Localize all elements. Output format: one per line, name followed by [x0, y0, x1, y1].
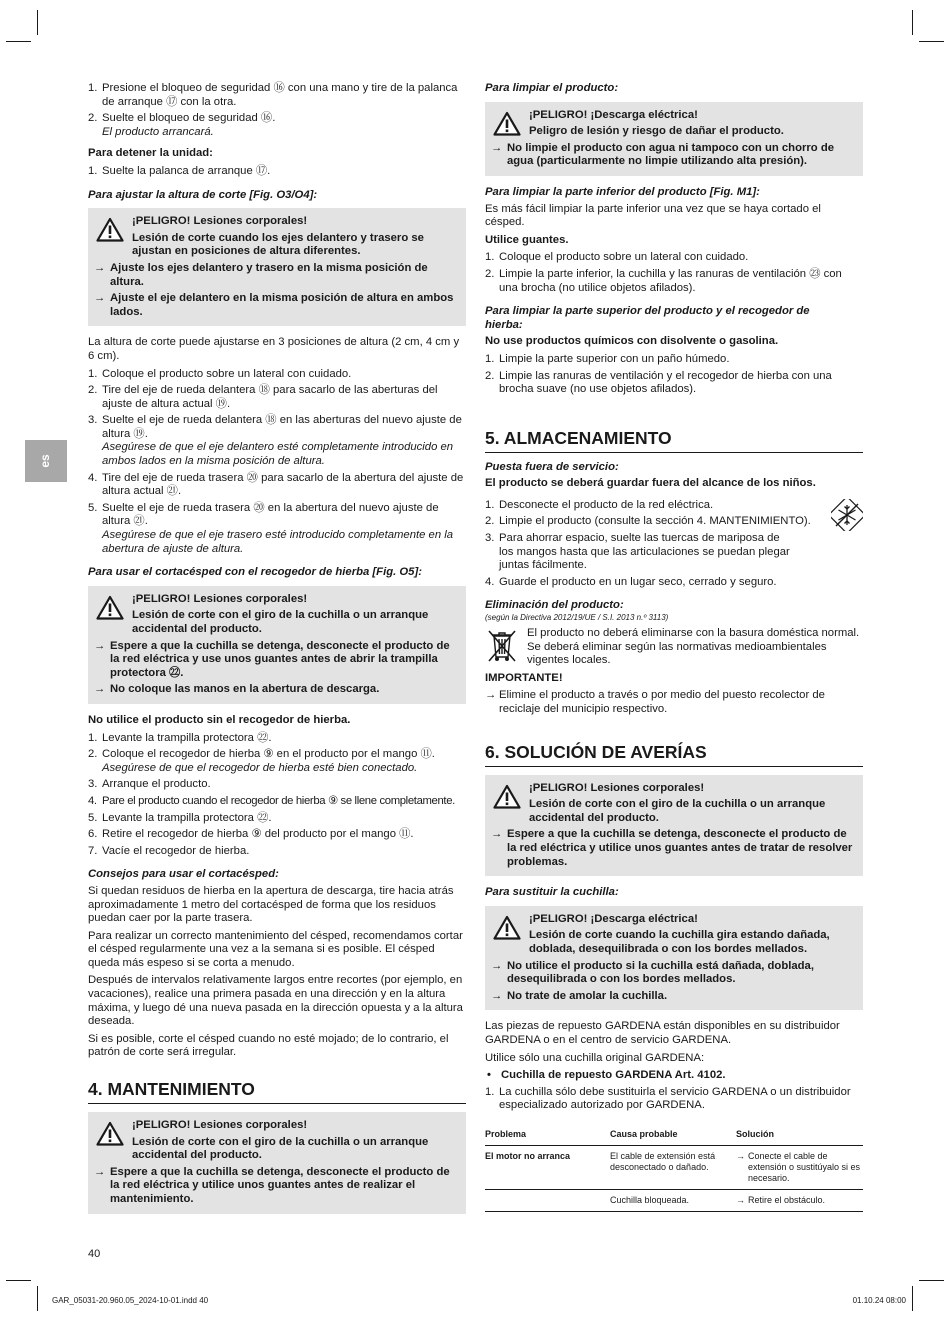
arrow-text: No utilice el producto si la cuchilla está dañada, doblada, desequilibrada o con los bordes mellados.: [507, 959, 814, 986]
arrow-icon: →: [736, 1194, 745, 1205]
list-item: [485, 532, 823, 573]
arrow-icon: →: [485, 689, 497, 702]
top-title: Para limpiar la parte superior del producto y el recogedor de hierba:: [485, 305, 810, 331]
step-number: 2.: [485, 267, 495, 280]
step-number: 2.: [485, 369, 495, 382]
footer-file-info: GAR_05031-20.960.05_2024-10-01.indd 40: [52, 1296, 209, 1305]
arrow-text: No trate de amolar la cuchilla.: [507, 989, 668, 1002]
bag-steps: [88, 732, 466, 859]
arrow-text: Ajuste el eje delantero en la misma posición de altura en ambos lados.: [110, 292, 454, 318]
tip-paragraph: Si quedan residuos de hierba en la apertura de descarga, tire hacia atrás aproximadamente 1 metro del cortacésped de forma que los residuos puedan caer por la parte trasera.: [88, 884, 454, 925]
crop-mark: [6, 1280, 31, 1281]
warning-arrow: [94, 1166, 458, 1207]
arrow-icon: →: [94, 261, 106, 274]
list-item: [88, 472, 466, 499]
warning-line: Lesión de corte con el giro de la cuchilla o un arranque accidental del producto.: [132, 609, 429, 635]
clean-title: Para limpiar el producto:: [485, 82, 619, 94]
warning-line: ¡PELIGRO! ¡Descarga eléctrica!: [529, 912, 698, 925]
list-item: [485, 370, 863, 397]
step-number: 5.: [88, 501, 98, 514]
list-item: [88, 112, 466, 139]
step-text: Guarde el producto en un lugar seco, cerrado y seguro.: [499, 575, 777, 588]
warning-head: [94, 593, 458, 637]
cell-text: Conecte el cable de extensión o sustitúyalo si es necesario.: [748, 1150, 861, 1183]
arrow-icon: →: [491, 989, 503, 1002]
step-text: Tire del eje de rueda delantera ⑱ para sacarlo de las aberturas del ajuste de altura actual ⑲.: [102, 384, 438, 410]
warning-line: ¡PELIGRO! ¡Descarga eléctrica!: [529, 108, 698, 121]
step-number: 2.: [88, 112, 98, 125]
list-item: [88, 732, 466, 746]
warning-line: Lesión de corte con el giro de la cuchilla o un arranque accidental del producto.: [529, 798, 826, 824]
crop-mark: [912, 10, 913, 35]
blade-steps: [485, 1086, 863, 1113]
table-cell: El cable de extensión está desconectado o dañado.: [610, 1145, 736, 1189]
height-title: Para ajustar la altura de corte [Fig. O3/O4]:: [88, 188, 318, 201]
arrow-text: Elimine el producto a través o por medio del puesto recolector de reciclaje del municipio respectivo.: [499, 689, 825, 715]
step-number: 3.: [485, 532, 495, 545]
step-text: Coloque el producto sobre un lateral con cuidado.: [499, 251, 749, 264]
step-note: El producto arrancará.: [102, 125, 214, 138]
language-tab: [25, 440, 67, 482]
warning-triangle-icon: [493, 915, 521, 940]
step-text: Suelte el eje de rueda delantera ⑱ en las aberturas del nuevo ajuste de altura ⑲.: [102, 414, 462, 440]
bullet-text: Cuchilla de repuesto GARDENA Art. 4102.: [501, 1069, 726, 1082]
warning-line: ¡PELIGRO! Lesiones corporales!: [132, 1119, 308, 1132]
step-number: 1.: [485, 352, 495, 365]
tip-paragraph: Después de intervalos relativamente largos entre recortes (por ejemplo, en vacaciones), realice una primera pasada en una dirección y en la altura máxima, y luego dé una nueva pasada en la dirección opuesta y a la altura deseada.: [88, 974, 463, 1028]
disposal-block: [485, 627, 863, 668]
arrow-icon: →: [94, 639, 106, 652]
crop-mark: [919, 1280, 944, 1281]
warning-arrow: [491, 990, 855, 1004]
warning-box: [88, 586, 466, 704]
arrow-text: Espere a que la cuchilla se detenga, desconecte el producto de la red eléctrica y use unos guantes antes de abrir la trampilla protectora ㉒.: [110, 639, 450, 679]
top-steps: [485, 353, 863, 397]
right-column: [485, 82, 863, 1212]
bag-bold: No utilice el producto sin el recogedor de hierba.: [88, 713, 351, 726]
step-text: Pare el producto cuando el recogedor de hierba ⑨ se llene completamente.: [102, 794, 455, 807]
crop-mark: [37, 10, 38, 35]
bottom-bold: Utilice guantes.: [485, 233, 569, 246]
arrow-icon: →: [94, 683, 106, 696]
list-item: [88, 82, 466, 109]
warning-triangle-icon: [493, 784, 521, 809]
left-column: [88, 82, 466, 1224]
warning-arrow: [94, 262, 458, 289]
top-bold: No use productos químicos con disolvente o gasolina.: [485, 335, 779, 348]
warning-line: Lesión de corte cuando los ejes delantero y trasero se ajustan en posiciones de altura diferentes.: [132, 231, 424, 258]
arrow-text: No limpie el producto con agua ni tampoco con un chorro de agua (particularmente no limpie utilizando alta presión).: [507, 141, 835, 168]
step-number: 3.: [88, 778, 98, 791]
step-text: Vacíe el recogedor de hierba.: [102, 844, 250, 857]
step-number: 1.: [485, 1085, 495, 1098]
warning-box: [485, 102, 863, 176]
warning-line: Peligro de lesión y riesgo de dañar el producto.: [529, 125, 784, 138]
step-text: Para ahorrar espacio, suelte las tuercas de mariposa de los mangos hasta que las articulaciones se puedan plegar juntas fácilmente.: [499, 532, 790, 572]
table-row: [485, 1145, 863, 1189]
warning-head: [94, 215, 458, 259]
step-text: Limpie la parte superior con un paño húmedo.: [499, 352, 730, 365]
warning-box: [88, 208, 466, 326]
step-number: 1.: [88, 82, 98, 94]
crop-mark: [37, 1286, 38, 1311]
warning-head: [491, 782, 855, 826]
list-item: [88, 812, 466, 826]
step-text: Limpie las ranuras de ventilación y el recogedor de hierba con una brocha suave (no use objetos afilados).: [499, 369, 832, 396]
step-text: Suelte el eje de rueda trasera ⑳ en la abertura del nuevo ajuste de altura ㉑.: [102, 501, 439, 528]
table-cell: [736, 1145, 863, 1189]
list-item: [485, 499, 823, 513]
crop-mark: [919, 41, 944, 42]
table-cell: El motor no arranca: [485, 1145, 610, 1189]
step-number: 1.: [485, 251, 495, 264]
step-number: 5.: [88, 811, 98, 824]
step-text: La cuchilla sólo debe sustituirla el servicio GARDENA o un distribuidor especializado autorizado por GARDENA.: [499, 1085, 851, 1112]
step-number: 4.: [88, 471, 98, 484]
list-item: [485, 353, 863, 367]
arrow-icon: →: [736, 1150, 745, 1161]
tip-paragraph: Para realizar un correcto mantenimiento del césped, recomendamos cortar el césped regularmente una vez a la semana si es posible. El césped queda más espeso si se corta a menudo.: [88, 929, 463, 969]
warning-line: Lesión de corte con el giro de la cuchilla o un arranque accidental del producto.: [132, 1135, 429, 1162]
troubleshooting-table: [485, 1125, 863, 1212]
warning-box: [88, 1112, 466, 1214]
bottom-steps: [485, 251, 863, 295]
cell-text: Retire el obstáculo.: [748, 1194, 826, 1205]
language-code: es: [38, 454, 53, 468]
footer-timestamp: 01.10.24 08:00: [852, 1296, 906, 1305]
decommission-block: [485, 499, 863, 590]
maintenance-heading: 4. MANTENIMIENTO: [88, 1078, 466, 1104]
list-item: [88, 748, 466, 775]
table-row: [485, 1189, 863, 1211]
list-item: [88, 795, 466, 809]
warning-arrow: [94, 683, 458, 697]
warning-line: Lesión de corte cuando la cuchilla gira estando dañada, doblada, desequilibrada o con los bordes mellados.: [529, 929, 830, 955]
disposal-text: El producto no deberá eliminarse con la basura doméstica normal. Se deberá eliminar según las normativas medioambientales vigentes locales.: [527, 627, 860, 667]
warning-arrow: [491, 960, 855, 987]
original-text: Utilice sólo una cuchilla original GARDENA:: [485, 1051, 705, 1064]
step-text: Presione el bloqueo de seguridad ⑯ con una mano y tire de la palanca de arranque ⑰ con la otra.: [102, 82, 458, 108]
stop-title: Para detener la unidad:: [88, 147, 213, 160]
warning-head: [491, 913, 855, 957]
warning-line: ¡PELIGRO! Lesiones corporales!: [132, 215, 308, 228]
step-note: Asegúrese de que el eje delantero esté completamente introducido en ambos lados en la misma posición de altura.: [102, 441, 454, 468]
page-number: 40: [88, 1248, 101, 1260]
step-number: 3.: [88, 414, 98, 427]
warning-line: ¡PELIGRO! Lesiones corporales!: [132, 592, 308, 605]
step-text: Coloque el producto sobre un lateral con cuidado.: [102, 367, 352, 380]
important-label: IMPORTANTE!: [485, 671, 563, 684]
decommission-title: Puesta fuera de servicio:: [485, 460, 619, 473]
disposal-note: (según la Directiva 2012/19/UE / S.I. 2013 n.º 3113): [485, 613, 669, 623]
step-text: Tire del eje de rueda trasera ⑳ para sacarlo de la abertura del ajuste de altura actual ㉑.: [102, 471, 464, 498]
crop-mark: [912, 1286, 913, 1311]
list-item: [88, 384, 466, 411]
step-number: 1.: [485, 498, 495, 511]
step-note: Asegúrese de que el eje trasero esté introducido completamente en la abertura de ajuste de altura.: [102, 529, 454, 555]
bullet-icon: •: [487, 1069, 491, 1082]
troubleshooting-heading: 6. SOLUCIÓN DE AVERÍAS: [485, 741, 863, 767]
tips-title: Consejos para usar el cortacésped:: [88, 868, 279, 881]
warning-head: [491, 109, 855, 139]
warning-arrow: [94, 640, 458, 681]
step-text: Coloque el recogedor de hierba ⑨ en el producto por el mango ⑪.: [102, 748, 435, 761]
table-cell: [736, 1189, 863, 1211]
step-text: Suelte la palanca de arranque ⑰.: [102, 164, 271, 177]
list-item: [485, 515, 863, 529]
step-text: Levante la trampilla protectora ㉒.: [102, 811, 272, 824]
step-number: 1.: [88, 164, 98, 177]
step-text: Limpie el producto (consulte la sección 4. MANTENIMIENTO).: [499, 515, 811, 528]
bottom-intro: Es más fácil limpiar la parte inferior una vez que se haya cortado el césped.: [485, 202, 821, 229]
step-text: Arranque el producto.: [102, 778, 211, 791]
warning-arrow: [491, 142, 855, 169]
table-cell: [485, 1189, 610, 1211]
step-text: Limpie la parte inferior, la cuchilla y las ranuras de ventilación ㉓ con una brocha (no utilice objetos afilados).: [499, 267, 842, 294]
list-item: [88, 165, 466, 179]
column-header: Causa probable: [610, 1125, 736, 1146]
step-number: 4.: [485, 575, 495, 588]
warning-box: [485, 906, 863, 1011]
list-item: [485, 268, 863, 295]
arrow-text: No coloque las manos en la abertura de descarga.: [110, 683, 380, 696]
list-item: [88, 845, 466, 859]
arrow-text: Espere a que la cuchilla se detenga, desconecte el producto de la red eléctrica y utilice unos guantes antes de tratar de resolver problemas.: [507, 828, 853, 868]
list-item: [485, 576, 863, 590]
bullet-item: [485, 1069, 863, 1083]
decommission-bold: El producto se deberá guardar fuera del alcance de los niños.: [485, 477, 816, 490]
bottom-title: Para limpiar la parte inferior del producto [Fig. M1]:: [485, 185, 760, 198]
decommission-steps: [485, 499, 863, 590]
tip-paragraph: Si es posible, corte el césped cuando no esté mojado; de lo contrario, el patrón de corte será irregular.: [88, 1032, 449, 1059]
disposal-title: Eliminación del producto:: [485, 599, 624, 612]
important-arrow: [485, 689, 863, 716]
table-header-row: [485, 1125, 863, 1146]
step-number: 1.: [88, 731, 98, 744]
step-text: Levante la trampilla protectora ㉒.: [102, 731, 272, 744]
list-item: [88, 368, 466, 382]
crop-mark: [6, 41, 31, 42]
warning-triangle-icon: [493, 111, 521, 136]
warning-triangle-icon: [96, 595, 124, 620]
list-item: [88, 778, 466, 792]
bag-title: Para usar el cortacésped con el recogedor de hierba [Fig. O5]:: [88, 566, 422, 579]
step-note: Asegúrese de que el recogedor de hierba esté bien conectado.: [102, 761, 418, 774]
arrow-icon: →: [94, 1165, 106, 1178]
arrow-icon: →: [491, 959, 503, 972]
step-number: 1.: [88, 367, 98, 380]
warning-head: [94, 1119, 458, 1163]
step-text: Desconecte el producto de la red eléctrica.: [499, 498, 714, 511]
arrow-icon: →: [491, 141, 503, 154]
step-number: 2.: [88, 384, 98, 397]
table-cell: Cuchilla bloqueada.: [610, 1189, 736, 1211]
step-number: 2.: [88, 748, 98, 761]
list-item: [88, 502, 466, 556]
warning-arrow: [94, 292, 458, 319]
warning-arrow: [491, 828, 855, 869]
height-intro: La altura de corte puede ajustarse en 3 posiciones de altura (2 cm, 4 cm y 6 cm).: [88, 336, 460, 362]
column-header: Solución: [736, 1125, 863, 1146]
parts-text: Las piezas de repuesto GARDENA están disponibles en su distribuidor GARDENA o en el centro de servicio GARDENA.: [485, 1020, 840, 1046]
step-number: 6.: [88, 828, 98, 841]
storage-heading: 5. ALMACENAMIENTO: [485, 427, 863, 453]
step-text: Retire el recogedor de hierba ⑨ del producto por el mango ⑪.: [102, 828, 414, 841]
warning-line: ¡PELIGRO! Lesiones corporales!: [529, 781, 705, 794]
list-item: [485, 1086, 863, 1113]
warning-triangle-icon: [96, 1121, 124, 1146]
arrow-icon: →: [491, 828, 503, 841]
warning-triangle-icon: [96, 217, 124, 242]
warning-box: [485, 775, 863, 877]
start-steps: [88, 82, 466, 139]
list-item: [88, 414, 466, 468]
step-number: 7.: [88, 844, 98, 857]
step-number: 2.: [485, 515, 495, 528]
crossed-bin-icon: [485, 627, 519, 663]
arrow-text: Espere a que la cuchilla se detenga, desconecte el producto de la red eléctrica y utilice unos guantes antes de realizar el mantenimiento.: [110, 1165, 450, 1205]
blade-title: Para sustituir la cuchilla:: [485, 886, 619, 899]
list-item: [485, 251, 863, 265]
stop-steps: [88, 165, 466, 179]
arrow-text: Ajuste los ejes delantero y trasero en la misma posición de altura.: [110, 261, 428, 288]
arrow-icon: →: [94, 292, 106, 305]
list-item: [88, 828, 466, 842]
column-header: Problema: [485, 1125, 610, 1146]
step-text: Suelte el bloqueo de seguridad ⑯.: [102, 112, 276, 125]
height-steps: [88, 368, 466, 557]
step-number: 4.: [88, 794, 97, 807]
